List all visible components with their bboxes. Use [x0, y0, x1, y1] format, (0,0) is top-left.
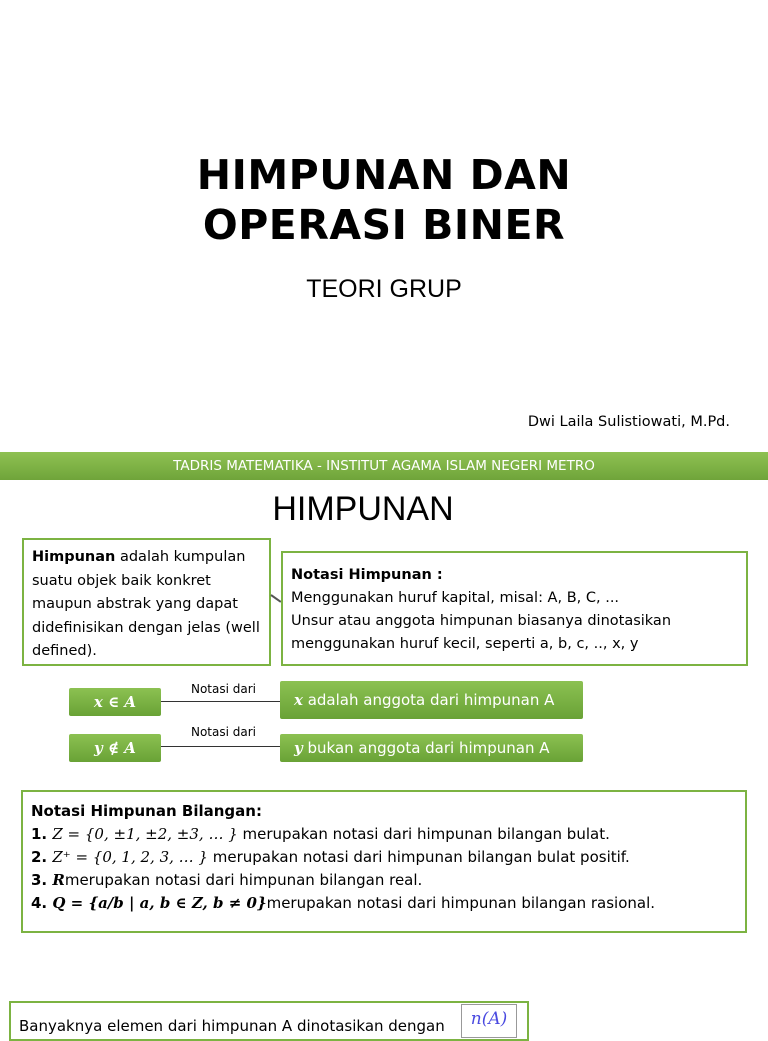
positive-integer-formula: Z⁺ = {0, 1, 2, 3, … } — [52, 848, 208, 866]
member-text: adalah anggota dari himpunan A — [302, 691, 555, 709]
notation-line-2: Unsur atau anggota himpunan biasanya dinotasikan menggunakan huruf kecil, seperti a, b, c, .., x, y — [291, 613, 672, 652]
item-number: 4. — [31, 894, 53, 912]
real-set-symbol: R — [52, 871, 65, 889]
slide-title — [0, 150, 768, 250]
member-var: x — [294, 691, 303, 709]
cardinality-symbol: n(A) — [461, 1004, 517, 1038]
member-arrow-label: Notasi dari — [190, 682, 256, 696]
integer-set-text: merupakan notasi dari himpunan bilangan bulat. — [237, 825, 610, 843]
member-connector-line — [161, 701, 280, 702]
institution-bar: TADRIS MATEMATIKA - INSTITUT AGAMA ISLAM NEGERI METRO — [0, 452, 768, 480]
nonmember-description-pill — [280, 734, 583, 762]
rational-set-formula: Q = {a/b | a, b ∈ Z, b ≠ 0} — [52, 894, 267, 912]
rational-set-text: merupakan notasi dari himpunan bilangan rasional. — [266, 894, 656, 912]
integer-set-formula: Z = {0, ±1, ±2, ±3, … } — [52, 825, 238, 843]
cardinality-text: Banyaknya elemen dari himpunan A dinotasikan dengan — [19, 1017, 445, 1035]
member-symbol: x ∈ A — [93, 693, 137, 711]
definition-box — [22, 538, 271, 666]
nonmember-symbol: y ∉ A — [94, 739, 136, 757]
nonmember-text: bukan anggota dari himpunan A — [302, 739, 550, 757]
nonmember-symbol-pill — [69, 734, 161, 762]
number-sets-heading: Notasi Himpunan Bilangan: — [31, 802, 262, 820]
number-sets-box — [21, 790, 747, 933]
author-name: Dwi Laila Sulistiowati, M.Pd. — [527, 414, 730, 430]
nonmember-connector-line — [161, 746, 280, 747]
positive-integer-text: merupakan notasi dari himpunan bilangan bulat positif. — [207, 848, 630, 866]
cardinality-box — [9, 1001, 529, 1041]
notation-line-1: Menggunakan huruf kapital, misal: A, B, C, ... — [291, 590, 620, 606]
notation-box — [281, 551, 748, 666]
notation-heading: Notasi Himpunan : — [291, 567, 443, 583]
callout-connector — [270, 594, 281, 603]
item-number: 2. — [31, 848, 53, 866]
member-symbol-pill — [69, 688, 161, 716]
nonmember-arrow-label: Notasi dari — [190, 725, 256, 739]
member-description-pill — [280, 681, 583, 719]
title-line-1: HIMPUNAN DAN — [196, 151, 572, 199]
nonmember-var: y — [294, 739, 303, 757]
real-set-text: merupakan notasi dari himpunan bilangan real. — [64, 871, 423, 889]
definition-text: adalah kumpulan suatu objek baik konkret maupun abstrak yang dapat didefinisikan dengan jelas (well defined). — [32, 549, 260, 659]
item-number: 1. — [31, 825, 53, 843]
title-line-2: OPERASI BINER — [202, 201, 566, 249]
section-title: HIMPUNAN — [272, 490, 454, 528]
item-number: 3. — [31, 871, 53, 889]
slide-subtitle: TEORI GRUP — [306, 275, 462, 303]
definition-term: Himpunan — [32, 549, 116, 565]
